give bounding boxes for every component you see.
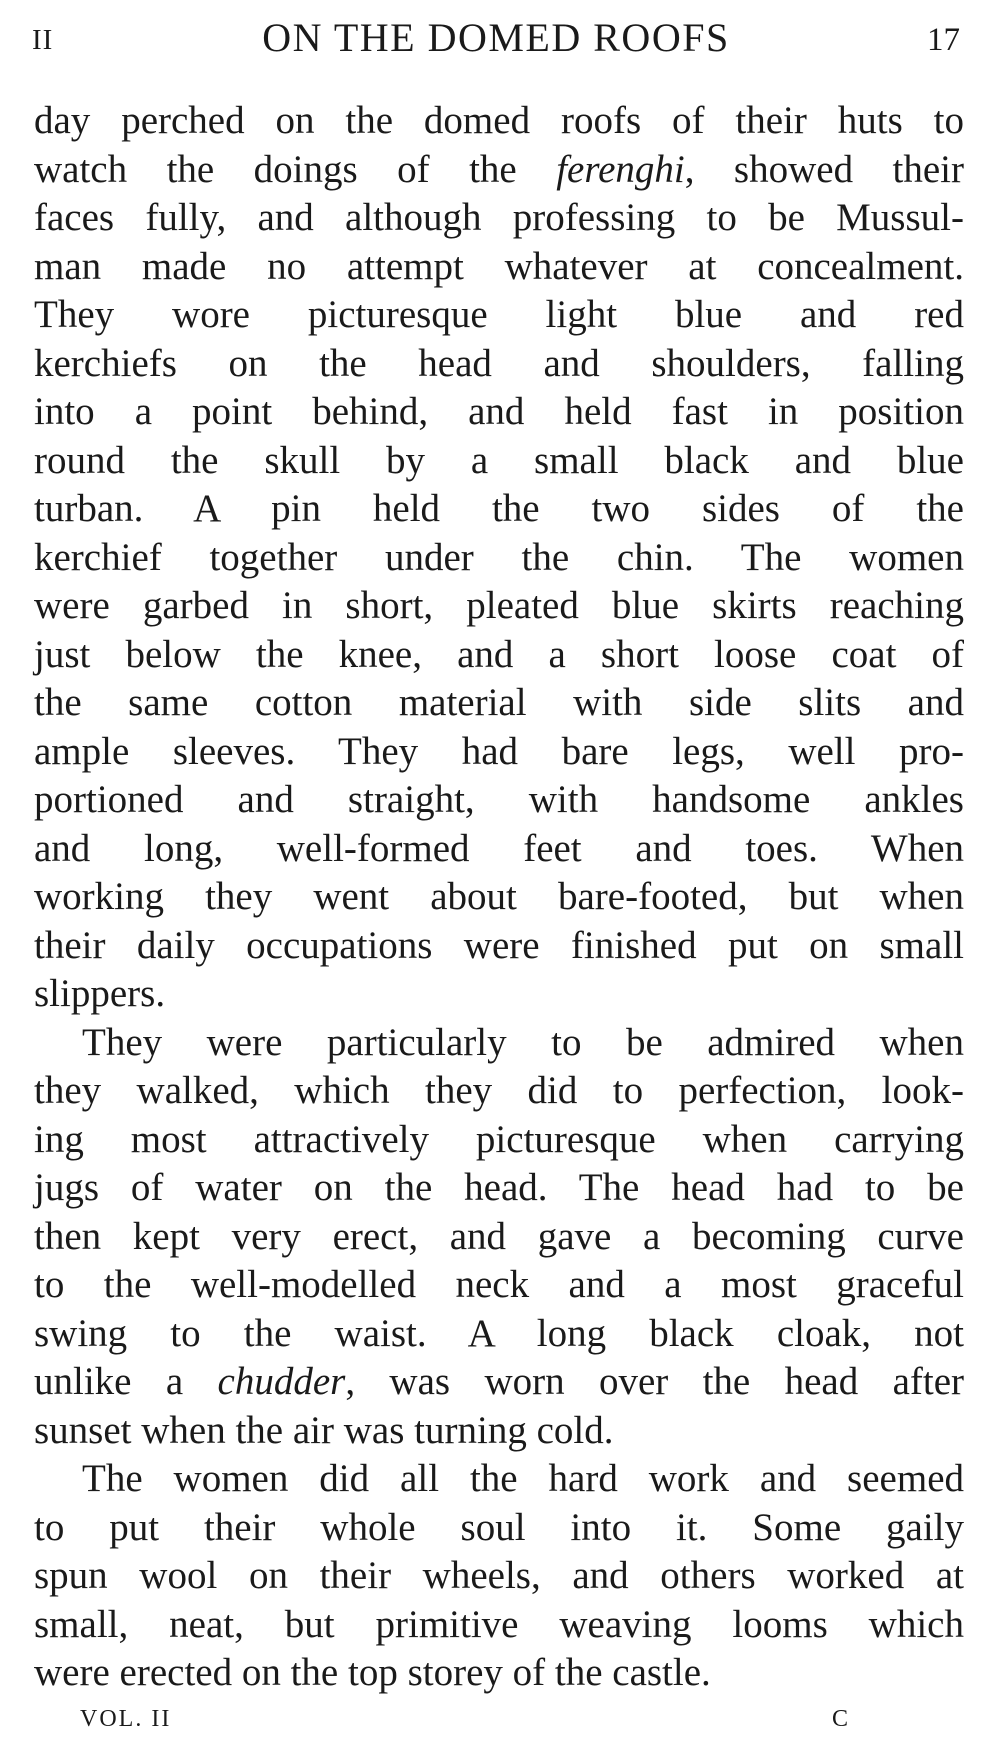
text-line: the same cotton material with side slits and — [34, 681, 964, 724]
chapter-running-title: ON THE DOMED ROOFS — [262, 15, 730, 60]
gathering-signature: C — [831, 1706, 850, 1732]
text-line: kerchiefs on the head and shoulders, falling — [34, 341, 964, 385]
text-line: portioned and straight, with handsome ankles — [34, 778, 964, 821]
text-line: their daily occupations were finished put on small — [34, 923, 964, 967]
text-line: to the well-modelled neck and a most graceful — [34, 1263, 964, 1306]
italic-word: ferenghi — [556, 147, 685, 191]
signature-line — [80, 1706, 850, 1746]
text-line: unlike a chudder, was worn over the head after — [34, 1360, 965, 1403]
text-line: The women did all the hard work and seemed — [82, 1457, 964, 1500]
text-line: man made no attempt whatever at concealment. — [34, 244, 964, 288]
text-line: spun wool on their wheels, and others worked at — [34, 1554, 964, 1597]
text-line: swing to the waist. A long black cloak, not — [34, 1311, 964, 1355]
running-head — [32, 14, 960, 64]
body-text — [34, 97, 964, 1698]
text-line: were erected on the top storey of the castle. — [34, 1651, 711, 1694]
text-line: working they went about bare-footed, but when — [34, 875, 964, 918]
text-line: and long, well-formed feet and toes. When — [34, 826, 964, 870]
volume-numeral: II — [32, 24, 54, 56]
text-line: were garbed in short, pleated blue skirts reaching — [34, 584, 964, 627]
text-line: watch the doings of the ferenghi, showed their — [34, 147, 964, 191]
page-number: 17 — [927, 22, 960, 58]
text-line: sunset when the air was turning cold. — [34, 1408, 614, 1452]
text-line: They wore picturesque light blue and red — [34, 293, 964, 336]
text-line: slippers. — [34, 972, 166, 1015]
text-line: turban. A pin held the two sides of the — [34, 487, 964, 530]
text-line: just below the knee, and a short loose coat of — [34, 632, 964, 676]
text-line: small, neat, but primitive weaving looms which — [34, 1602, 964, 1646]
text-line: faces fully, and although professing to be Mussul- — [34, 196, 964, 239]
text-line: kerchief together under the chin. The women — [34, 535, 964, 579]
text-line: round the skull by a small black and blue — [34, 438, 964, 482]
italic-word: chudder — [217, 1360, 346, 1403]
text-line: they walked, which they did to perfection, look- — [34, 1069, 964, 1112]
text-line: jugs of water on the head. The head had to be — [34, 1166, 964, 1209]
volume-signature: VOL. II — [80, 1706, 172, 1732]
text-line: into a point behind, and held fast in position — [34, 390, 964, 433]
text-line: ing most attractively picturesque when carrying — [34, 1117, 964, 1161]
text-line: They were particularly to be admired when — [82, 1020, 964, 1064]
text-line: day perched on the domed roofs of their huts to — [34, 99, 964, 142]
text-line: ample sleeves. They had bare legs, well pro- — [34, 729, 964, 773]
text-line: then kept very erect, and gave a becoming curve — [34, 1214, 964, 1258]
text-line: to put their whole soul into it. Some gaily — [34, 1505, 964, 1549]
